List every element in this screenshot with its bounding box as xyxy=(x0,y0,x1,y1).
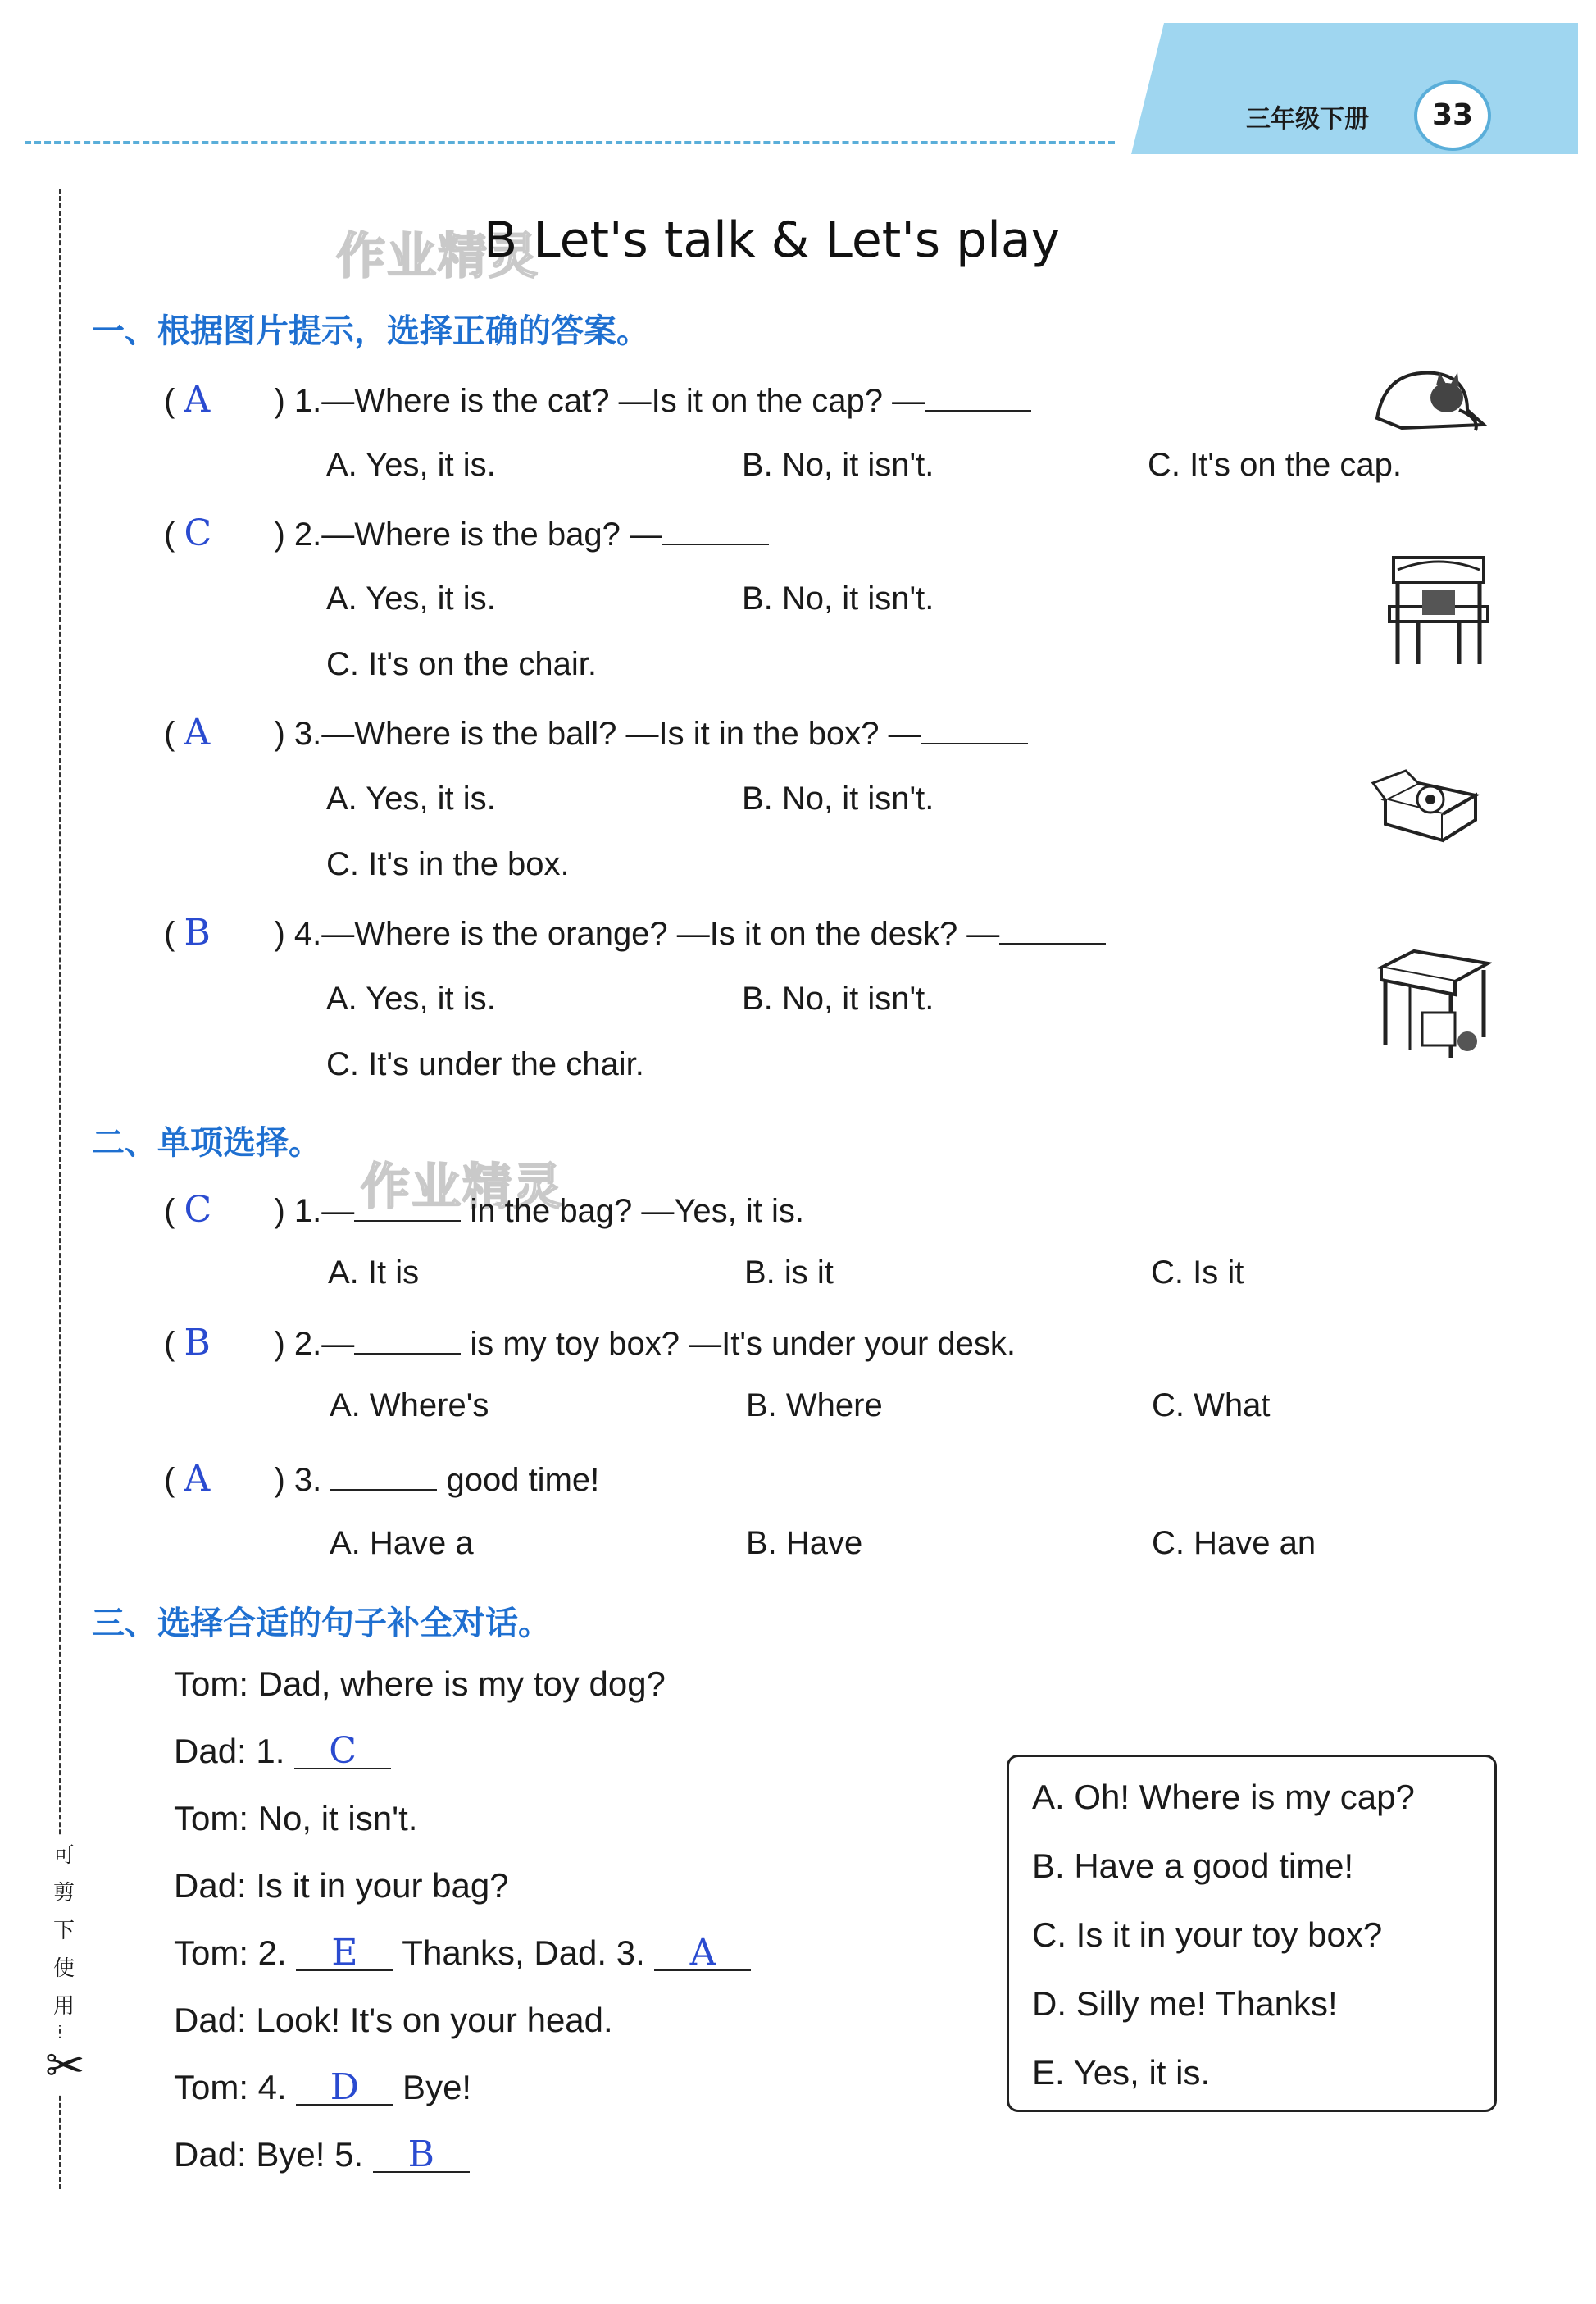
choice-item: A. Oh! Where is my cap? xyxy=(1032,1778,1415,1816)
option: C. Is it xyxy=(1151,1254,1244,1291)
question-text: —Where is the orange? —Is it on the desk? — xyxy=(321,916,1000,952)
question-number: 3. xyxy=(293,716,322,752)
option: B. Have xyxy=(746,1525,863,1561)
choice-item: E. Yes, it is. xyxy=(1032,2053,1211,2092)
question-number: 2. xyxy=(293,517,322,553)
dialogue-text: Tom: No, it isn't. xyxy=(174,1799,418,1837)
option: C. It's on the cap. xyxy=(1148,447,1403,483)
section1-heading: 一、根据图片提示，选择正确的答案。 xyxy=(92,312,649,350)
option: B. No, it isn't. xyxy=(742,781,934,817)
s1-question-3: ( A ) 3.—Where is the ball? —Is it in the box? — xyxy=(164,712,1028,754)
cut-hint-char: 剪 xyxy=(52,1881,75,1906)
option: A. It is xyxy=(328,1254,420,1291)
option: A. Yes, it is. xyxy=(326,447,496,483)
question-prefix: — xyxy=(321,1326,355,1362)
option: A. Yes, it is. xyxy=(326,781,496,817)
choice-item: C. Is it in your toy box? xyxy=(1032,1915,1383,1954)
header-tab xyxy=(1131,23,1578,154)
cut-hint-char: 用 xyxy=(52,1994,75,2019)
answer-blank xyxy=(999,915,1106,945)
page-title: B Let's talk & Let's play xyxy=(484,212,1061,269)
question-number: 1. xyxy=(293,1193,322,1229)
cat-on-cap-icon xyxy=(1369,353,1492,443)
s1-question-1: ( A ) 1.—Where is the cat? —Is it on the cap? — xyxy=(164,379,1031,421)
question-text: —Where is the bag? — xyxy=(321,517,662,553)
answer-blank: E xyxy=(296,1937,393,1971)
option: B. No, it isn't. xyxy=(742,981,934,1017)
bag-on-chair-icon xyxy=(1385,549,1492,672)
option: A. Have a xyxy=(330,1525,474,1561)
answer-mark: A xyxy=(184,379,211,421)
answer-blank xyxy=(921,715,1028,744)
s1-question-4: ( B ) 4.—Where is the orange? —Is it on the desk? — xyxy=(164,912,1106,954)
choice-box xyxy=(1007,1755,1497,2112)
dialogue-line xyxy=(174,2135,470,2174)
dialogue-line xyxy=(174,1799,417,1838)
s2-question-3: ( A ) 3. good time! xyxy=(164,1458,600,1500)
option: B. is it xyxy=(744,1254,834,1291)
answer-blank xyxy=(925,382,1031,412)
dialogue-text: Tom: 2. xyxy=(174,1933,297,1972)
option: C. It's under the chair. xyxy=(326,1046,644,1082)
question-text: in the bag? —Yes, it is. xyxy=(461,1193,805,1229)
cut-hint-char: 使 xyxy=(52,1956,75,1981)
ball-in-box-icon xyxy=(1369,767,1492,849)
dialogue-text: Dad: Look! It's on your head. xyxy=(174,2001,613,2039)
question-text: is my toy box? —It's under your desk. xyxy=(461,1326,1016,1362)
watermark: 作业精灵 xyxy=(361,1159,564,1216)
choice-item: D. Silly me! Thanks! xyxy=(1032,1984,1338,2023)
answer-blank: B xyxy=(373,2138,470,2173)
option: C. It's in the box. xyxy=(326,846,570,882)
dialogue-text: Tom: Dad, where is my toy dog? xyxy=(174,1664,666,1703)
option: B. No, it isn't. xyxy=(742,581,934,617)
dialogue-line xyxy=(174,1866,509,1906)
answer-blank xyxy=(354,1192,461,1222)
option: B. Where xyxy=(746,1387,883,1423)
header-dashed-line xyxy=(25,141,1115,144)
dialogue-text: Tom: 4. xyxy=(174,2068,297,2106)
answer-blank: A xyxy=(654,1937,751,1971)
choice-item: B. Have a good time! xyxy=(1032,1846,1354,1885)
question-number: 2. xyxy=(293,1326,322,1362)
answer-blank: D xyxy=(296,2071,393,2106)
answer-mark: A xyxy=(184,1458,211,1500)
section3-heading: 三、选择合适的句子补全对话。 xyxy=(92,1605,551,1642)
option: B. No, it isn't. xyxy=(742,447,934,483)
question-number: 4. xyxy=(293,916,322,952)
question-prefix: — xyxy=(321,1193,355,1229)
dialogue-line xyxy=(174,1933,751,1973)
dialogue-text: Bye! xyxy=(393,2068,472,2106)
answer-mark: C xyxy=(184,1189,212,1231)
answer-mark: A xyxy=(184,712,211,754)
cut-hint xyxy=(49,1837,79,2025)
answer-blank: C xyxy=(294,1735,391,1769)
grade-label: 三年级下册 xyxy=(1246,105,1369,134)
option: A. Yes, it is. xyxy=(326,581,496,617)
dialogue-text: Dad: 1. xyxy=(174,1732,295,1770)
question-text: —Where is the ball? —Is it in the box? — xyxy=(321,716,921,752)
scissors-icon: ✂ xyxy=(45,2038,85,2093)
dialogue-text: Thanks, Dad. 3. xyxy=(393,1933,655,1972)
option: C. Have an xyxy=(1152,1525,1316,1561)
option: A. Yes, it is. xyxy=(326,981,496,1017)
question-number: 3. xyxy=(293,1462,322,1498)
question-number: 1. xyxy=(293,383,322,419)
watermark: 作业精灵 xyxy=(336,228,539,285)
dialogue-text: Dad: Is it in your bag? xyxy=(174,1866,509,1905)
s2-question-2: ( B ) 2.— is my toy box? —It's under your desk. xyxy=(164,1322,1016,1364)
cut-hint-char: 下 xyxy=(52,1919,75,1943)
s2-question-1: ( C ) 1.— in the bag? —Yes, it is. xyxy=(164,1189,805,1231)
s1-question-2: ( C ) 2.—Where is the bag? — xyxy=(164,512,769,554)
option: A. Where's xyxy=(330,1387,489,1423)
option: C. What xyxy=(1152,1387,1271,1423)
answer-blank xyxy=(354,1325,461,1355)
answer-mark: B xyxy=(184,1322,211,1364)
dialogue-line xyxy=(174,1732,391,1771)
dialogue-line xyxy=(174,2001,613,2040)
answer-blank xyxy=(330,1461,437,1491)
dialogue-text: Dad: Bye! 5. xyxy=(174,2135,373,2174)
section2-heading: 二、单项选择。 xyxy=(92,1124,321,1162)
dialogue-line xyxy=(174,2068,471,2107)
option: C. It's on the chair. xyxy=(326,646,598,682)
question-text: —Where is the cat? —Is it on the cap? — xyxy=(321,383,925,419)
dialogue-line xyxy=(174,1664,666,1704)
question-text: good time! xyxy=(437,1462,600,1498)
orange-under-desk-icon xyxy=(1377,947,1492,1062)
answer-mark: C xyxy=(184,512,212,554)
cut-hint-char: 可 xyxy=(52,1843,75,1868)
answer-mark: B xyxy=(184,912,211,954)
page-number: 33 xyxy=(1414,80,1491,151)
answer-blank xyxy=(662,516,769,545)
